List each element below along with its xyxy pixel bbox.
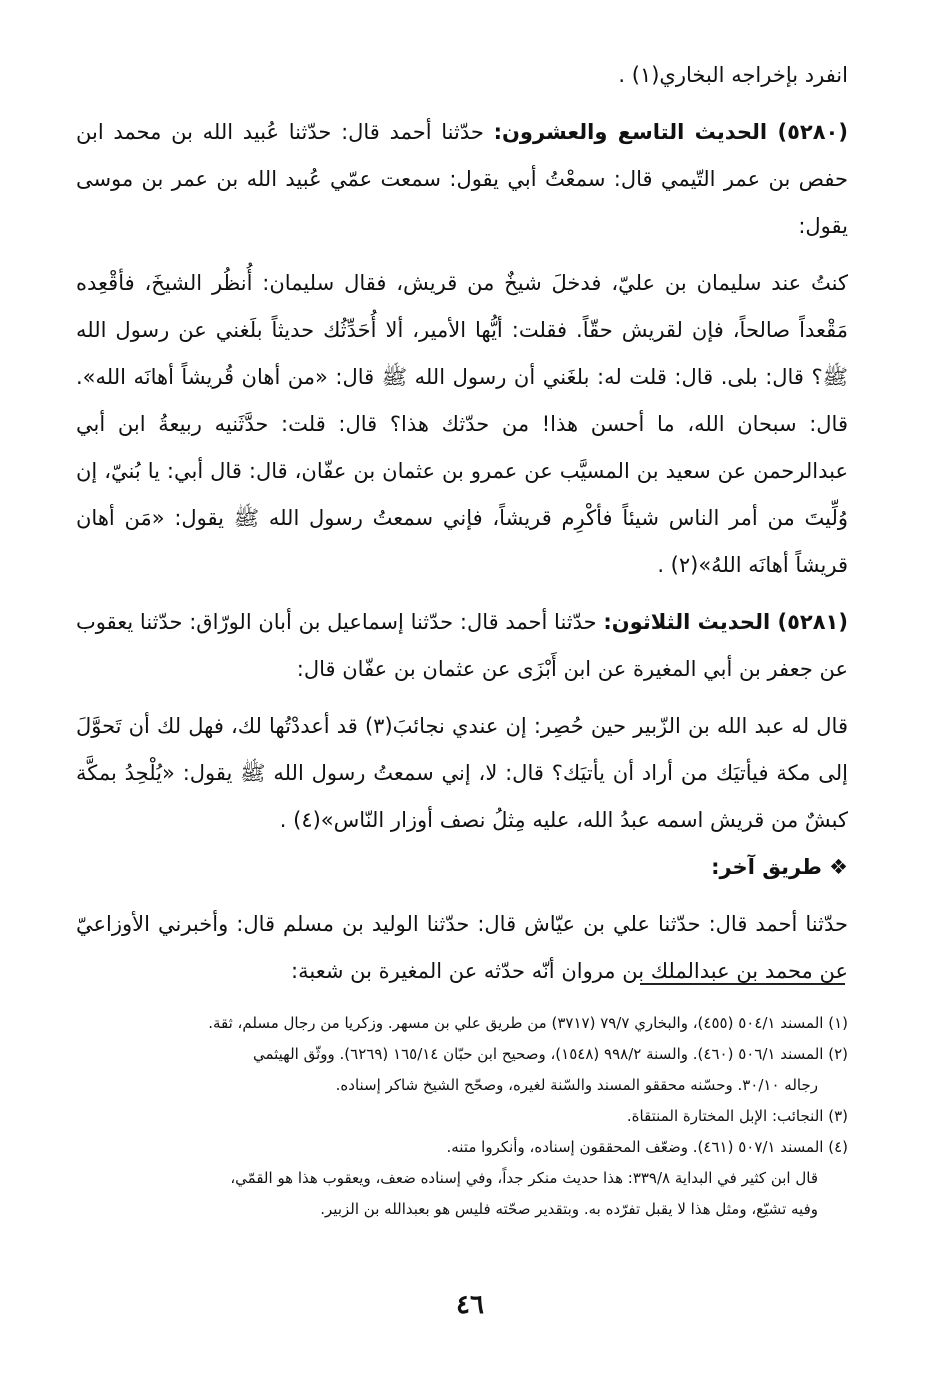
hadith-29-title: (٥٢٨٠) الحديث التاسع والعشرون:	[493, 120, 848, 144]
footnote-3: (٣) النجائب: الإبل المختارة المنتقاة.	[626, 1107, 848, 1125]
footnote-1: (١) المسند ٥٠٤/١ (٤٥٥)، والبخاري ٧٩/٧ (٣٧١٧) من طريق علي بن مسهر. وزكريا من رجال مسلم، ثقة.	[208, 1014, 848, 1032]
paragraph-1: انفرد بإخراجه البخاري(١) .	[618, 63, 848, 87]
paragraph-7: حدّثنا أحمد قال: حدّثنا علي بن عيّاش قال: حدّثنا الوليد بن مسلم قال: وأخبرني الأوزاعيّ عن محمد بن عبدالملك بن مروان أنّه حدّثه عن المغيرة بن شعبة:	[76, 912, 848, 983]
footnote-4-continued-2: وفيه تشيّع، ومثل هذا لا يقبل تفرّده به. وبتقدير صحّته فليس هو بعبدالله بن الزبير.	[320, 1200, 818, 1218]
hadith-30-title: (٥٢٨١) الحديث الثلاثون:	[603, 610, 848, 634]
footnote-2-continued: رجاله ٣٠/١٠. وحسّنه محققو المسند والسّنة لغيره، وصحّح الشيخ شاكر إسناده.	[335, 1076, 818, 1094]
footnote-2: (٢) المسند ٥٠٦/١ (٤٦٠). والسنة ٩٩٨/٢ (١٥٤٨)، وصحيح ابن حبّان ١٦٥/١٤ (٦٢٦٩). ووثّق الهيثمي	[252, 1045, 848, 1063]
footnote-4: (٤) المسند ٥٠٧/١ (٤٦١). وضعّف المحققون إسناده، وأنكروا متنه.	[446, 1138, 848, 1156]
hadith-30	[76, 599, 848, 693]
subheading-another-route: ❖ طريق آخر:	[711, 855, 848, 879]
paragraph-5: قال له عبد الله بن الزّبير حين حُصِر: إن عندي نجائبَ(٣) قد أعددْتُها لك، فهل لك أن تَحوَّلَ إلى مكة فيأتيَك من أراد أن يأتيَك؟ قال: لا، إني سمعتُ رسول الله ﷺ يقول: «يُلْحِدُ بمكَّة كبشٌ من قريش اسمه عبدُ الله، عليه مِثلُ نصف أوزار النّاس»(٤) .	[76, 714, 848, 832]
footnote-divider	[640, 983, 845, 985]
footnote-4-continued: قال ابن كثير في البداية ٣٣٩/٨: هذا حديث منكر جداً، وفي إسناده ضعف، ويعقوب هذا هو القمّي،	[230, 1169, 818, 1187]
page-number: ٤٦	[456, 1290, 484, 1320]
hadith-29	[76, 109, 848, 250]
hadith-29-chain: حدّثنا أحمد قال: حدّثنا عُبيد الله بن محمد ابن حفص بن عمر التّيمي قال: سمعْتُ أبي يقول: سمعت عمّي عُبيد الله بن عمر بن موسى يقول:	[76, 120, 848, 238]
main-text	[76, 52, 848, 995]
footnotes	[76, 1008, 848, 1225]
paragraph-3: كنتُ عند سليمان بن عليّ، فدخلَ شيخٌ من قريش، فقال سليمان: أُنظُر الشيخَ، فأقْعِده مَقْعداً صالحاً، فإن لقريش حقّاً. فقلت: أيُّها الأمير، ألا أُحَدِّثُك حديثاً بلَغني عن رسول الله ﷺ؟ قال: بلى. قال: قلت له: بلغَني أن رسول الله ﷺ قال: «من أهان قُريشاً أهانَه الله». قال: سبحان الله، ما أحسن هذا! من حدّثك هذا؟ قال: قلت: حدَّثَنيه ربيعةُ ابن أبي عبدالرحمن عن سعيد بن المسيَّب عن عمرو بن عثمان بن عفّان، قال: قال أبي: يا بُنيّ، إن وُلِّيتَ من أمر الناس شيئاً فأكْرِم قريشاً، فإني سمعتُ رسول الله ﷺ يقول: «مَن أهان قريشاً أهانَه اللهُ»(٢) .	[76, 271, 848, 577]
hadith-30-chain: حدّثنا أحمد قال: حدّثنا إسماعيل بن أبان الورّاق: حدّثنا يعقوب عن جعفر بن أبي المغيرة عن ابن أَبْزَى عن عثمان بن عفّان قال:	[76, 610, 848, 681]
